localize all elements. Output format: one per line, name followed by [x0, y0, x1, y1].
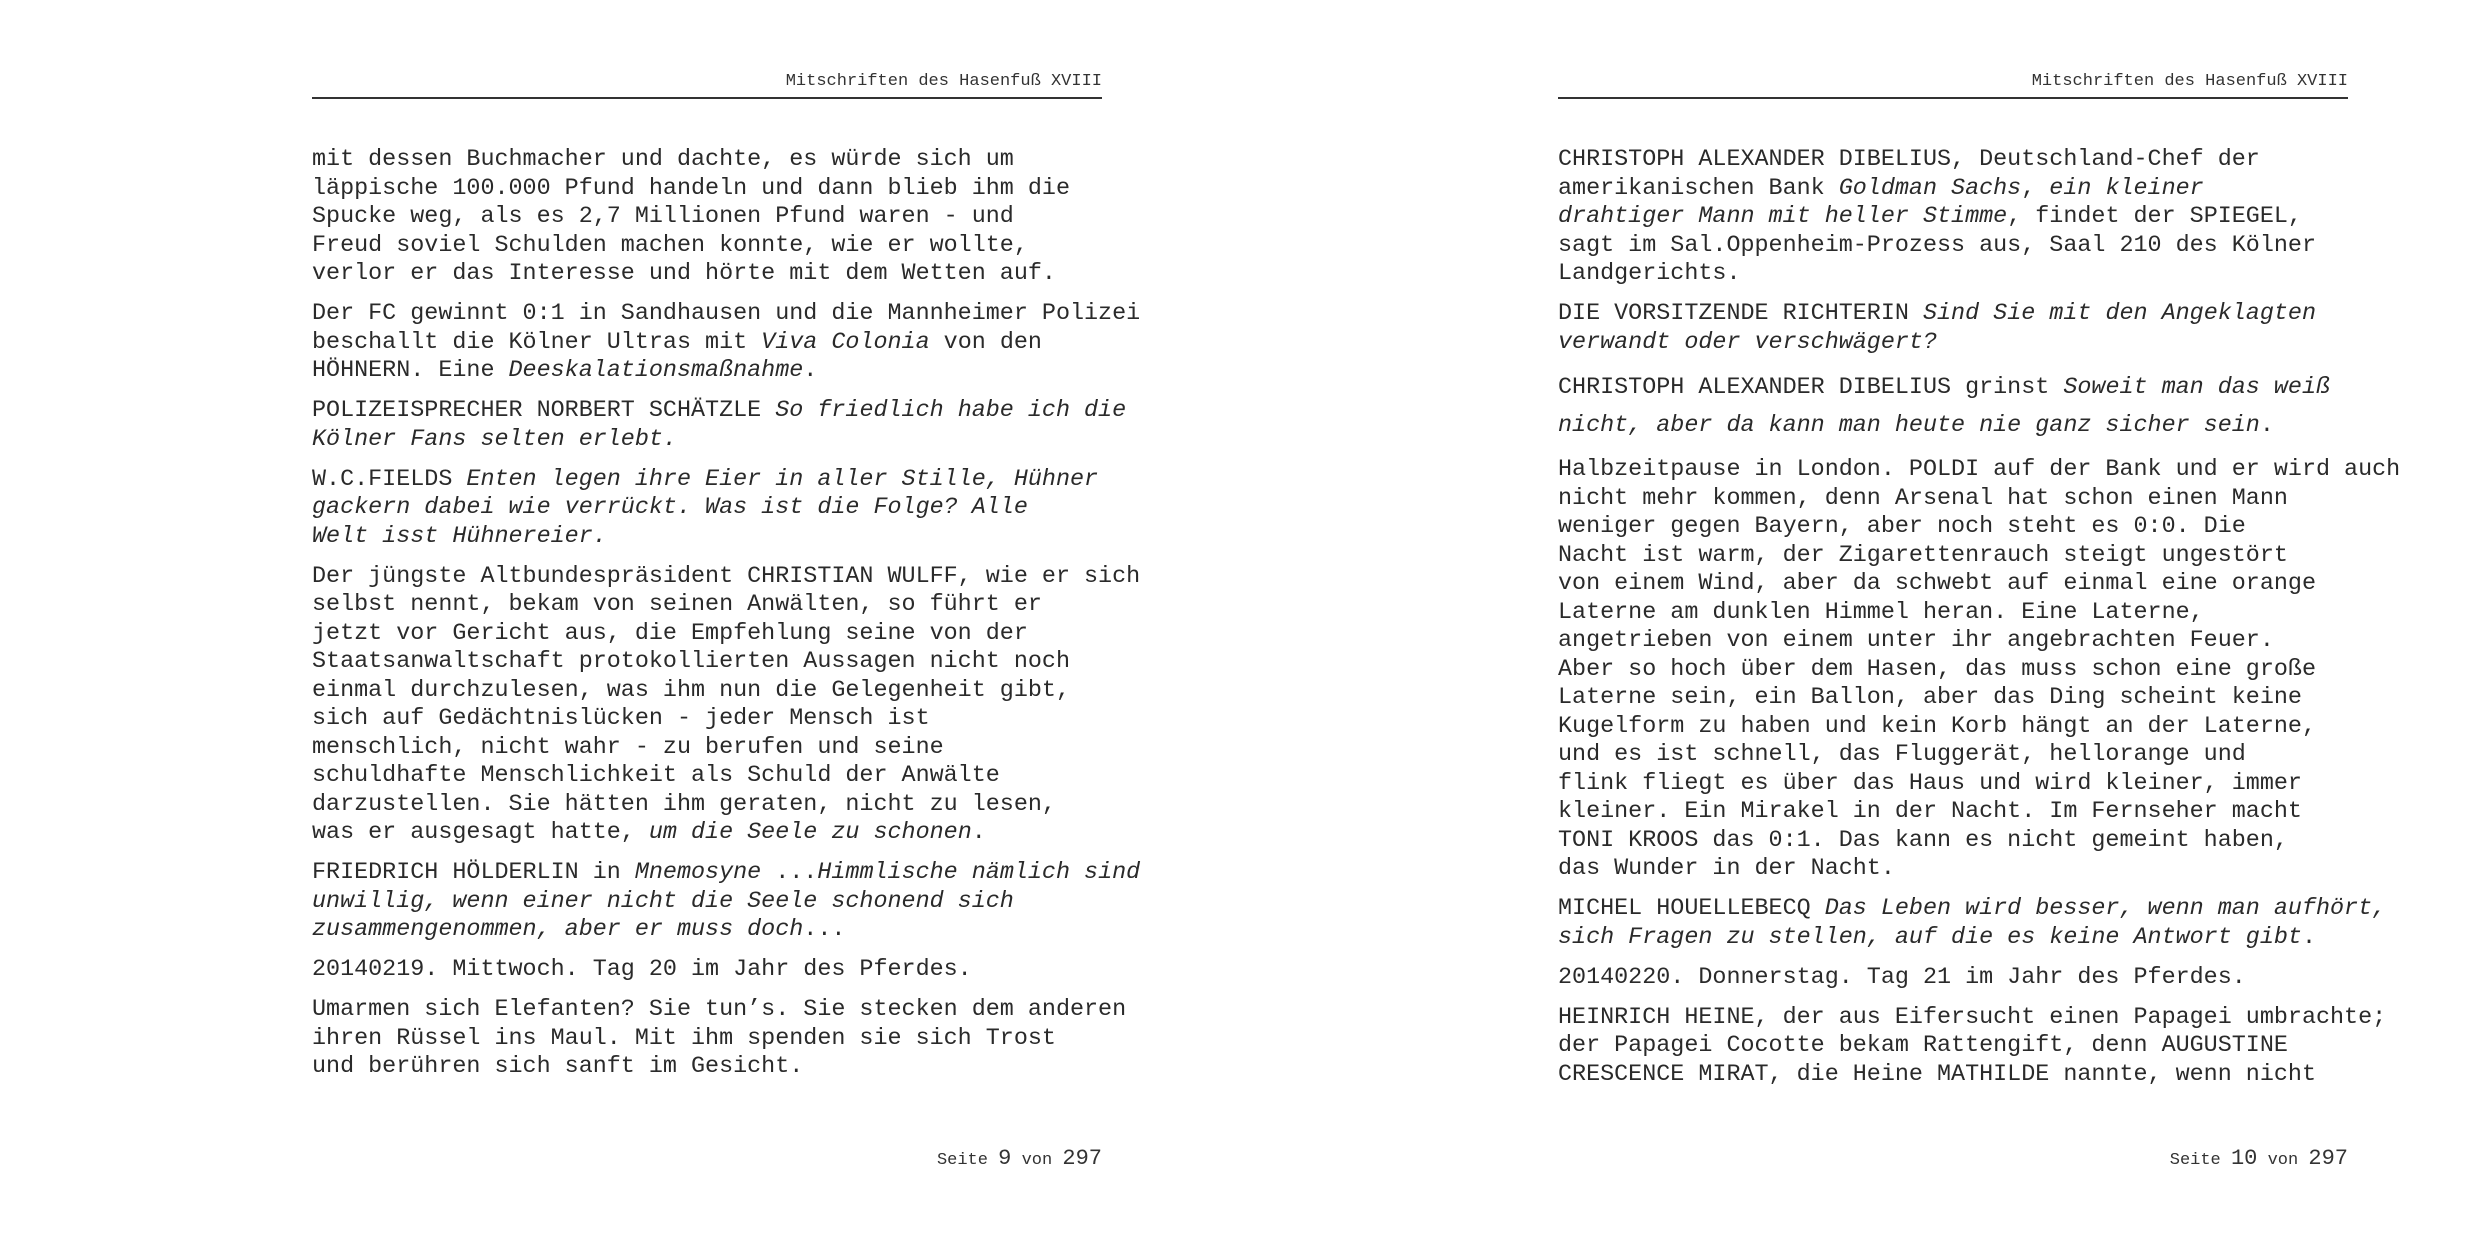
italic-text: nicht, aber da kann man heute nie ganz sicher sein [1558, 412, 2260, 439]
text-line [1558, 656, 2348, 685]
text-run: menschlich, nicht wahr - zu berufen und seine [312, 734, 944, 761]
text-run: Laterne sein, ein Ballon, aber das Ding scheint keine [1558, 685, 2302, 711]
footer-label: Seite [936, 1151, 988, 1170]
text-run: angetrieben von einem unter ihr angebrachten Feuer. [1558, 628, 2274, 654]
right-page [1558, 0, 2401, 1240]
text-run: Halbzeitpause in London. POLDI auf der Bank und er wird auch [1558, 457, 2401, 483]
text-line [312, 888, 1102, 917]
text-run: kleiner. Ein Mirakel in der Nacht. Im Fernseher macht [1558, 799, 2302, 825]
text-line [312, 791, 1102, 820]
italic-text: gackern dabei wie verrückt. Was ist die Folge? Alle [312, 495, 1028, 521]
text-run: , [2021, 175, 2050, 202]
text-run: Nacht ist warm, der Zigarettenrauch steigt ungestört [1558, 542, 2288, 569]
text-run: Der jüngste Altbundespräsident CHRISTIAN WULFF, wie er sich [312, 563, 1141, 590]
text-line [312, 591, 1102, 620]
text-line [1558, 570, 2348, 599]
text-line [312, 677, 1102, 706]
text-run: FRIEDRICH HÖLDERLIN in [312, 860, 635, 886]
text-run: Aber so hoch über dem Hasen, das muss schon eine große [1558, 656, 2316, 683]
header-rule [1558, 97, 2348, 99]
text-line [312, 146, 1102, 175]
text-line [312, 329, 1102, 358]
text-run: schuldhafte Menschlichkeit als Schuld der Anwälte [312, 763, 1000, 789]
text-line [312, 916, 1102, 945]
text-line [1558, 175, 2348, 204]
text-line [1558, 369, 2348, 407]
left-page [312, 0, 1141, 1240]
text-line [312, 426, 1102, 455]
text-run: das Wunder in der Nacht. [1558, 856, 1895, 882]
paragraph [1558, 456, 2401, 884]
text-line [312, 620, 1102, 649]
text-line [312, 819, 1102, 848]
text-line [1558, 513, 2348, 542]
text-run: Spucke weg, als es 2,7 Millionen Pfund waren - und [312, 204, 1014, 230]
text-line [1558, 964, 2348, 993]
text-run: einmal durchzulesen, was ihm nun die Gelegenheit gibt, [312, 677, 1070, 704]
text-run: W.C.FIELDS [312, 466, 467, 493]
text-line [1558, 146, 2348, 175]
italic-text: sich Fragen zu stellen, auf die es keine Antwort gibt [1558, 924, 2302, 951]
text-line [1558, 260, 2348, 289]
text-line [312, 466, 1102, 495]
italic-text: Deeskalationsmaßnahme [508, 358, 804, 384]
italic-text: zusammengenommen, aber er muss doch [312, 917, 804, 943]
paragraph [1558, 369, 2348, 445]
paragraph [312, 300, 1141, 386]
text-line [1558, 329, 2348, 358]
text-line [1558, 542, 2348, 571]
paragraph [312, 859, 1141, 945]
paragraph [312, 956, 1102, 985]
italic-text: Soweit man das weiß [2063, 374, 2331, 401]
text-line [1558, 855, 2348, 884]
text-line [1558, 827, 2348, 856]
text-line [312, 203, 1102, 232]
text-line [1558, 770, 2348, 799]
header-rule [312, 97, 1102, 99]
text-line [312, 232, 1102, 261]
text-run: . [971, 820, 986, 846]
text-line [312, 956, 1102, 985]
text-run: MICHEL HOUELLEBECQ [1558, 896, 1825, 922]
text-line [1558, 627, 2348, 656]
text-run: nicht mehr kommen, denn Arsenal hat schon einen Mann [1558, 485, 2288, 512]
text-line [1558, 1061, 2348, 1090]
text-run: . [803, 358, 818, 384]
text-run: Kugelform zu haben und kein Korb hängt an der Laterne, [1558, 713, 2316, 740]
text-run: , findet der SPIEGEL, [2007, 204, 2302, 230]
text-run: von den [929, 329, 1042, 356]
page-total: 297 [1062, 1146, 1102, 1171]
text-run: ... [761, 860, 818, 886]
text-line [1558, 232, 2348, 261]
text-run: Laterne am dunklen Himmel heran. Eine Laterne, [1558, 599, 2204, 626]
italic-text: ein kleiner [2049, 175, 2204, 202]
italic-text: Goldman Sachs [1838, 175, 2022, 202]
text-run: sagt im Sal.Oppenheim-Prozess aus, Saal 210 des Kölner [1558, 232, 2316, 259]
text-run: mit dessen Buchmacher und dachte, es würde sich um [312, 147, 1014, 173]
italic-text: Enten legen ihre Eier in aller Stille, Hühner [466, 466, 1099, 493]
text-run: was er ausgesagt hatte, [312, 820, 649, 846]
text-run: amerikanischen Bank [1558, 175, 1839, 202]
text-line [312, 357, 1102, 386]
paragraph [1558, 964, 2348, 993]
paragraph [1558, 300, 2348, 357]
italic-text: drahtiger Mann mit heller Stimme [1558, 204, 2008, 230]
running-header: Mitschriften des Hasenfuß XVIII [2031, 72, 2348, 91]
text-run: HÖHNERN. Eine [312, 358, 509, 384]
text-run: ... [803, 917, 846, 943]
text-run: verlor er das Interesse und hörte mit dem Wetten auf. [312, 261, 1056, 287]
text-line [312, 996, 1127, 1025]
page-footer [312, 1146, 1102, 1171]
text-run: HEINRICH HEINE, der aus Eifersucht einen Papagei umbrachte; [1558, 1004, 2387, 1031]
text-line [312, 260, 1102, 289]
text-line [312, 300, 1141, 329]
text-line [1558, 895, 2387, 924]
text-line [312, 1053, 1102, 1082]
text-run: . [2301, 924, 2316, 951]
italic-text: verwandt oder verschwägert? [1558, 329, 1937, 356]
text-run: . [2259, 412, 2274, 439]
text-line [1558, 599, 2348, 628]
page-number: 10 [2230, 1146, 2258, 1171]
footer-sep: von [2267, 1151, 2299, 1170]
italic-text: um die Seele zu schonen [648, 820, 972, 846]
text-line [1558, 407, 2348, 445]
paragraph [312, 146, 1102, 289]
italic-text: Welt isst Hühnereier. [312, 523, 607, 550]
paragraph [312, 996, 1127, 1082]
paragraph [1558, 146, 2348, 289]
text-line [312, 523, 1102, 552]
italic-text: Sind Sie mit den Angeklagten [1922, 301, 2316, 327]
page-total: 297 [2308, 1146, 2348, 1171]
text-line [1558, 741, 2348, 770]
text-line [1558, 1004, 2387, 1033]
paragraph [312, 563, 1141, 848]
text-line [312, 734, 1102, 763]
italic-text: Mnemosyne [634, 860, 762, 886]
text-run: CHRISTOPH ALEXANDER DIBELIUS grinst [1558, 374, 2064, 401]
text-line [312, 859, 1141, 888]
text-run: der Papagei Cocotte bekam Rattengift, denn AUGUSTINE [1558, 1033, 2288, 1059]
text-line [312, 175, 1102, 204]
text-line [1558, 203, 2348, 232]
text-run: und es ist schnell, das Fluggerät, hellorange und [1558, 742, 2246, 768]
italic-text: Kölner Fans selten erlebt. [312, 426, 677, 453]
text-run: von einem Wind, aber da schwebt auf einmal eine orange [1558, 571, 2316, 597]
italic-text: Himmlische nämlich sind [817, 860, 1141, 886]
text-run: DIE VORSITZENDE RICHTERIN [1558, 301, 1923, 327]
text-line [1558, 456, 2401, 485]
text-line [312, 1025, 1102, 1054]
text-line [1558, 485, 2348, 514]
text-run: Umarmen sich Elefanten? Sie tun’s. Sie stecken dem anderen [312, 997, 1127, 1023]
running-header: Mitschriften des Hasenfuß XVIII [785, 72, 1102, 91]
text-run: jetzt vor Gericht aus, die Empfehlung seine von der [312, 620, 1028, 647]
text-line [312, 648, 1102, 677]
text-run: 20140219. Mittwoch. Tag 20 im Jahr des Pferdes. [312, 957, 972, 983]
italic-text: unwillig, wenn einer nicht die Seele schonend sich [312, 888, 1014, 915]
footer-sep: von [1021, 1151, 1053, 1170]
paragraph [312, 466, 1102, 552]
text-run: sich auf Gedächtnislücken - jeder Mensch ist [312, 706, 930, 732]
text-line [312, 762, 1102, 791]
page-body [1558, 146, 2401, 1101]
text-run: beschallt die Kölner Ultras mit [312, 329, 762, 356]
paragraph [1558, 1004, 2387, 1090]
text-run: CHRISTOPH ALEXANDER DIBELIUS, Deutschland-Chef der [1558, 147, 2260, 173]
text-run: darzustellen. Sie hätten ihm geraten, nicht zu lesen, [312, 791, 1056, 818]
text-line [1558, 924, 2348, 953]
text-line [1558, 300, 2348, 329]
text-line [1558, 1032, 2348, 1061]
paragraph [1558, 895, 2387, 952]
text-run: Staatsanwaltschaft protokollierten Aussagen nicht noch [312, 649, 1070, 675]
text-run: weniger gegen Bayern, aber noch steht es 0:0. Die [1558, 514, 2246, 540]
text-run: POLIZEISPRECHER NORBERT SCHÄTZLE [312, 398, 776, 424]
paragraph [312, 397, 1127, 454]
text-run: selbst nennt, bekam von seinen Anwälten, so führt er [312, 592, 1042, 618]
text-line [312, 563, 1141, 592]
text-line [1558, 684, 2348, 713]
text-line [1558, 798, 2348, 827]
text-run: Landgerichts. [1558, 261, 1741, 287]
text-run: Freud soviel Schulden machen konnte, wie er wollte, [312, 232, 1028, 259]
page-body [312, 146, 1141, 1093]
text-line [312, 397, 1127, 426]
text-run: läppische 100.000 Pfund handeln und dann blieb ihm die [312, 175, 1070, 202]
text-run: 20140220. Donnerstag. Tag 21 im Jahr des Pferdes. [1558, 964, 2246, 991]
italic-text: So friedlich habe ich die [775, 398, 1127, 424]
page-number: 9 [998, 1146, 1012, 1171]
text-run: Der FC gewinnt 0:1 in Sandhausen und die Mannheimer Polizei [312, 301, 1141, 327]
footer-label: Seite [2169, 1151, 2221, 1170]
italic-text: Viva Colonia [761, 329, 930, 356]
text-run: TONI KROOS das 0:1. Das kann es nicht gemeint haben, [1558, 827, 2288, 854]
text-run: flink fliegt es über das Haus und wird kleiner, immer [1558, 770, 2302, 797]
text-run: und berühren sich sanft im Gesicht. [312, 1054, 804, 1080]
text-line [312, 705, 1102, 734]
page-footer [1558, 1146, 2348, 1171]
text-line [1558, 713, 2348, 742]
text-line [312, 494, 1102, 523]
text-run: ihren Rüssel ins Maul. Mit ihm spenden sie sich Trost [312, 1025, 1056, 1052]
text-run: CRESCENCE MIRAT, die Heine MATHILDE nannte, wenn nicht [1558, 1061, 2316, 1088]
italic-text: Das Leben wird besser, wenn man aufhört, [1824, 896, 2387, 922]
